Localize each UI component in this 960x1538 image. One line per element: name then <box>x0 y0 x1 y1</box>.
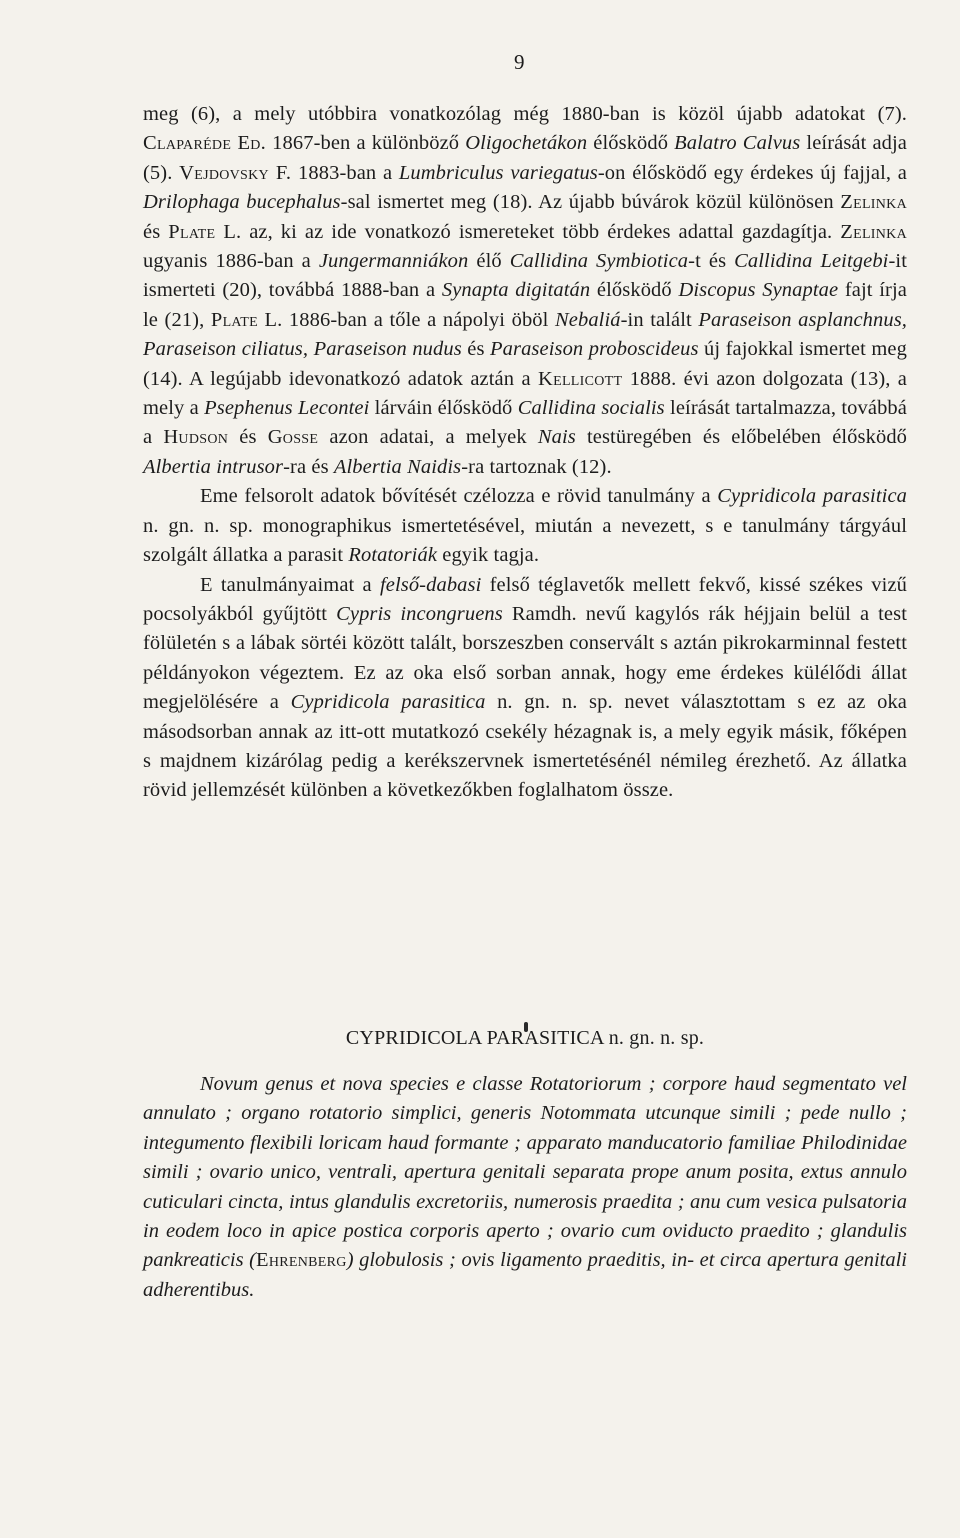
text-run: és <box>143 220 169 243</box>
text-run: meg (6), a mely utóbbira vonatkozólag még 1880-ban is közöl újabb adatokat (7). <box>143 103 907 125</box>
text-run: E tanulmányaimat a <box>200 573 380 596</box>
text-run: Eme felsorolt adatok bővítését czélozza e rövid tanulmány a <box>200 485 718 508</box>
text-run: élősködő <box>587 132 675 155</box>
taxon-name: Nais <box>537 426 576 449</box>
text-run: élő <box>468 250 510 273</box>
text-run: 1867-ben a különböző <box>266 132 466 155</box>
taxon-name: Synapta digitatán <box>441 279 591 302</box>
text-run: -ra tartoznak (12). <box>461 455 612 478</box>
author-name: Ehrenberg <box>256 1249 347 1272</box>
text-run: ugyanis 1886-ban a <box>143 250 319 273</box>
taxon-name: Callidina Leitgebi <box>734 250 889 273</box>
taxon-name: Callidina Symbiotica <box>509 250 689 273</box>
text-run: 1888. évi azon dolgozata (13), a mely a <box>143 367 907 420</box>
text-run: Novum genus et nova species e classe Rotatoriorum ; corpore haud segmentato vel annulato ; organo rotatorio simplici, generis Notommata utcunque simili ; pede nullo ; integumento flexibili loricam haud formante ; apparato manducatorio familiae Philodinidae simili ; ovario unico, ventrali, apertura genitali separata prope anum posita, extus annulo cuticulari cincta, intus glandulis excretoriis, numerosis praedita ; anu cum vesica pulsatoria in eodem loco in apice postica corporis aperto ; ovario cum oviducto praedito ; glandulis pankreaticis ( <box>143 1073 907 1272</box>
taxon-name: Lumbriculus variegatus <box>398 161 598 184</box>
taxon-name: Paraseison asplanchnus, Paraseison ciliatus, Paraseison nudus <box>143 308 907 361</box>
text-run: -t és <box>688 250 735 273</box>
author-name: Claparéde Ed. <box>143 132 267 155</box>
author-name: Zelinka <box>840 220 907 243</box>
taxon-name: Balatro Calvus <box>674 132 801 155</box>
text-run: fajt írja le (21), <box>143 279 907 331</box>
text-run: 1883-ban a <box>291 161 399 184</box>
text-run: L. az, ki az ide vonatkozó ismereteket több érdekes adattal gazdagítja. <box>215 220 841 243</box>
text-run: új fajokkal ismertet meg (14). A legújabb idevonatkozó adatok aztán a <box>143 338 907 390</box>
taxon-name: Callidina socialis <box>517 397 665 420</box>
author-name: Gosse <box>267 426 319 449</box>
taxon-name: Drilophaga bucephalus <box>143 191 341 214</box>
paragraph-1 <box>143 100 907 482</box>
text-run: leírását tartalmazza, továbbá a <box>143 397 907 449</box>
text-run: n. gn. n. sp. nevet választottam s ez az oka másodsorban annak az itt-ott mutatkozó csekély hézagnak is, a mely egyik másik, főképen s majdnem kizárólag pedig a kerékszervnek ismertetésénél némileg érezhető. Az állatka rövid jellemzését különben a következőkben foglalhatom össze. <box>143 691 908 802</box>
taxon-name: Rotatoriák <box>348 544 438 567</box>
text-run: azon adatai, a melyek <box>318 426 538 449</box>
latin-diagnosis <box>143 1070 907 1305</box>
text-run: leírását adja (5). <box>143 132 907 184</box>
text-run: és <box>228 426 268 449</box>
text-run: -in talált <box>620 308 699 331</box>
page-number: 9 <box>514 50 525 74</box>
paragraph-3 <box>143 571 907 806</box>
paragraph-2 <box>143 482 907 570</box>
taxon-name: Jungermanniákon <box>318 250 469 273</box>
author-name: Vejdovsky F. <box>179 161 292 184</box>
author-name: Plate <box>168 220 216 243</box>
text-run: élősködő <box>590 279 679 302</box>
text-run: lárváin élősködő <box>369 397 518 420</box>
text-run: n. gn. n. sp. monographikus ismertetésével, miután a nevezett, s e tanulmány tárgyául szolgált állatka a parasit <box>143 514 907 567</box>
author-name: Plate <box>210 308 258 331</box>
taxon-name: Discopus Synaptae <box>678 279 839 302</box>
section-heading: CYPRIDICOLA PARASITICA n. gn. n. sp. <box>345 1027 705 1049</box>
taxon-name: Cypridicola parasitica <box>717 485 907 508</box>
latin-paragraph <box>143 1070 907 1305</box>
taxon-name: Albertia Naidis <box>333 455 462 478</box>
taxon-name: Nebaliá <box>555 308 621 331</box>
text-run: Ramdh. nevű kagylós rák héjjain belül a test fölületén s a lábak sörtéi között talált, borszeszben conservált s aztán pikrokarminnal festett példányokon végeztem. Ez az oka első sorban annak, hogy eme érdekes külélődi állat megjelölésére a <box>143 602 908 714</box>
text-run: L. 1886-ban a tőle a nápolyi öböl <box>258 308 555 331</box>
text-run: -it ismerteti (20), továbbá 1888-ban a <box>143 250 908 302</box>
taxon-name: Oligochetákon <box>465 132 588 155</box>
text-run: ) globulosis ; ovis ligamento praeditis, in- et circa apertura genitali adherentibus. <box>143 1249 907 1301</box>
text-run: testüregében és előbelében élősködő <box>575 426 908 449</box>
text-run: felső téglavetők mellett fekvő, kissé székes vizű pocsolyákból gyűjtött <box>143 573 907 625</box>
text-run: -ra és <box>283 455 334 478</box>
author-name: Zelinka <box>840 191 907 214</box>
body-text <box>143 100 907 806</box>
author-name: Hudson <box>163 426 229 449</box>
taxon-name: Albertia intrusor <box>143 455 284 478</box>
taxon-name: Psephenus Lecontei <box>204 397 370 420</box>
taxon-name: Paraseison proboscideus <box>490 338 699 361</box>
text-run: egyik tagja. <box>437 544 540 567</box>
text-run: -sal ismertet meg (18). Az újabb búvárok közül különösen <box>340 191 841 214</box>
taxon-name: Cypridicola parasitica <box>290 691 486 714</box>
author-name: Kellicott <box>537 367 623 390</box>
taxon-name: Cypris incongruens <box>336 602 503 625</box>
text-run: -on élősködő egy érdekes új fajjal, a <box>597 161 907 184</box>
place-name: felső-dabasi <box>379 573 482 596</box>
text-run: és <box>461 338 491 361</box>
